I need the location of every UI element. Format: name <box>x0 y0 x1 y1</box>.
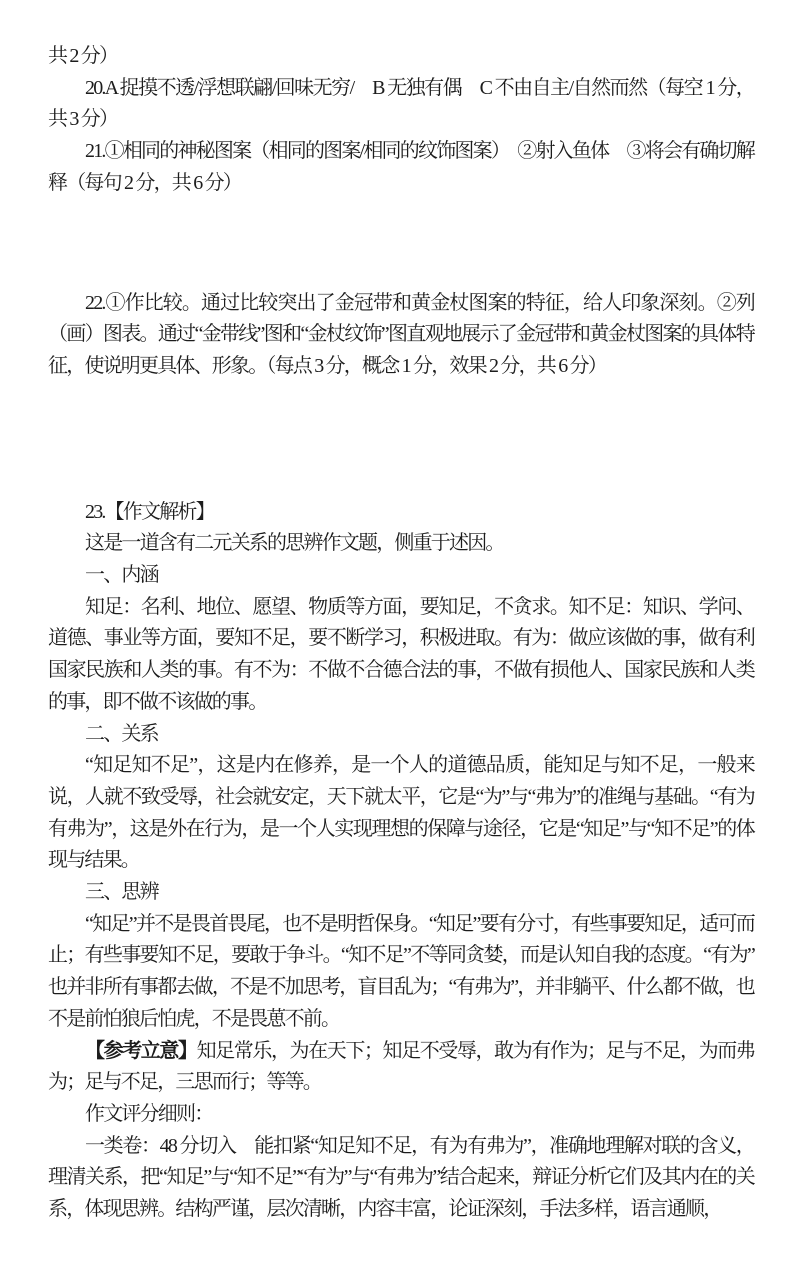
reference-ideas-label: 【参考立意】 <box>85 1039 197 1062</box>
para-reference-ideas <box>48 1036 754 1099</box>
answer-22: 22.①作比较。通过比较突出了金冠带和黄金杖图案的特征，给人印象深刻。②列（画）图表。通过“金带线”图和“金杖纹饰”图直观地展示了金冠带和黄金杖图案的具体特征，使说明更具体、形象。（每点 3 分，概念 1 分，效果 2 分，共 6 分） <box>48 291 754 377</box>
answer-23-heading: 23.【作文解析】 <box>85 500 214 523</box>
para-rubric-tier1: 一类卷：48 分切入 能扣紧“知足知不足，有为有弗为”，准确地理解对联的含义，理清关系，把“知足”与“知不足”“有为”与“有弗为”结合起来，辩证分析它们及其内在的关系，体现思辨。结构严谨，层次清晰，内容丰富，论证深刻，手法多样，语言通顺， <box>48 1134 754 1221</box>
scoring-rubric-heading: 作文评分细则： <box>85 1102 213 1125</box>
section-heading-connotation: 一、内涵 <box>85 564 158 587</box>
answer-19-tail: 共 2 分） <box>48 45 118 67</box>
answer-20: 20.A 捉摸不透/浮想联翩/回味无穷/ B 无独有偶 C 不由自主/自然而然（每空 1 分，共 3 分） <box>48 76 754 131</box>
para-speculation: “知足”并不是畏首畏尾，也不是明哲保身。“知足”要有分寸，有些事要知足，适可而止；有些事要知不足，要敢于争斗。“知不足”不等同贪婪，而是认知自我的态度。“有为”也并非所有事都去做，不是不加思考，盲目乱为；“有弗为”，并非躺平、什么都不做，也不是前怕狼后怕虎，不是畏葸不前。 <box>48 912 754 1030</box>
section-heading-speculation: 三、思辨 <box>85 881 158 904</box>
answer-21: 21.①相同的神秘图案（相同的图案/相同的纹饰图案） ②射入鱼体 ③将会有确切解释（每句 2 分，共 6 分） <box>48 140 754 194</box>
section-heading-relation: 二、关系 <box>85 722 158 745</box>
para-connotation: 知足：名利、地位、愿望、物质等方面，要知足，不贪求。知不足：知识、学问、道德、事业等方面，要知不足，要不断学习，积极进取。有为：做应该做的事，做有利国家民族和人类的事。有不为：不做不合德合法的事，不做有损他人、国家民族和人类的事，即不做不该做的事。 <box>48 595 754 713</box>
para-relation: “知足知不足”，这是内在修养，是一个人的道德品质，能知足与知不足，一般来说，人就不致受辱，社会就安定，天下就太平，它是“为”与“弗为”的准绳与基础。“有为有弗为”，这是外在行为，是一个人实现理想的保障与途径，它是“知足”与“知不足”的体现与结果。 <box>48 754 754 872</box>
reference-ideas-text: 知足常乐，为在天下；知足不受辱，敢为有作为；足与不足，为而弗为；足与不足，三思而行；等等。 <box>48 1039 755 1094</box>
essay-intro: 这是一道含有二元关系的思辨作文题，侧重于述因。 <box>85 532 504 555</box>
